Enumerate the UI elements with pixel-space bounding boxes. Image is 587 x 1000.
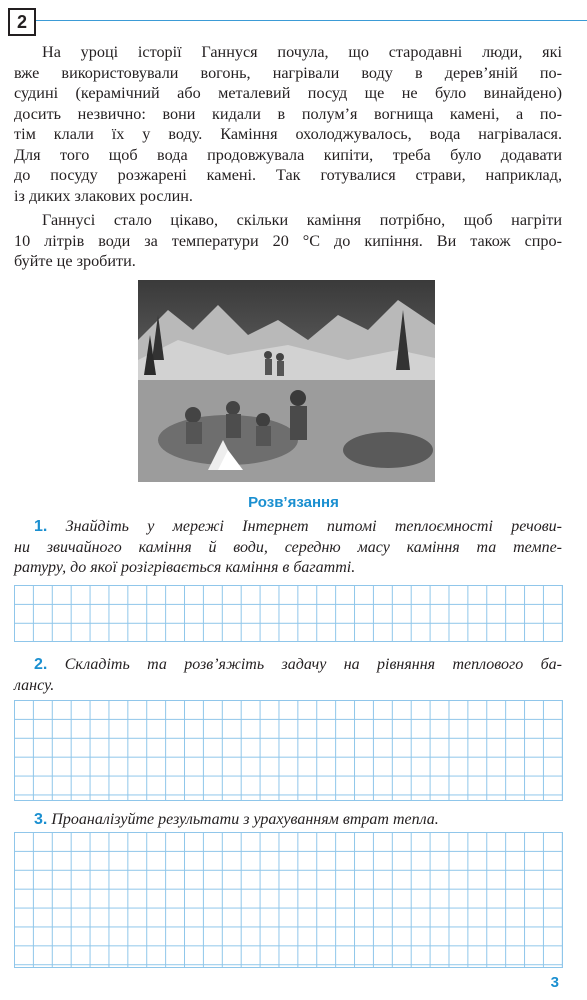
task-1-number: 1. xyxy=(34,518,48,535)
task-1-line: ни звичайного каміння й води, середню масу каміння та темпе- xyxy=(14,538,562,556)
solution-heading: Розв’язання xyxy=(248,494,339,511)
task-3 xyxy=(14,810,562,831)
task-3-line: Проаналізуйте результати з урахуванням втрат тепла. xyxy=(51,811,439,828)
task-3-number: 3. xyxy=(34,811,48,828)
header-rule xyxy=(36,20,587,21)
intro-line: із диких злакових рослин. xyxy=(14,186,193,205)
task-1-line: ратуру, до якої розігрівається каміння в багатті. xyxy=(14,559,356,576)
question-paragraph xyxy=(14,210,562,272)
task-1-line: Знайдіть у мережі Інтернет питомі теплоємності речови- xyxy=(65,518,563,535)
task-2 xyxy=(14,655,562,696)
question-line: Ганнусі стало цікаво, скільки каміння потрібно, щоб нагріти xyxy=(42,211,562,229)
answer-grid-1[interactable] xyxy=(14,585,563,642)
page-number: 3 xyxy=(550,974,559,991)
answer-grid-2[interactable] xyxy=(14,700,563,801)
task-number-box xyxy=(8,8,36,36)
task-2-line: Складіть та розв’яжіть задачу на рівняння теплового ба- xyxy=(64,656,563,673)
intro-line: до посуду розжарені камені. Так готувалися страви, наприклад, xyxy=(14,166,562,184)
intro-line: На уроці історії Ганнуся почула, що стародавні люди, які xyxy=(42,43,562,61)
task-1 xyxy=(14,517,562,579)
answer-grid-3[interactable] xyxy=(14,832,563,968)
task-number: 2 xyxy=(16,11,27,32)
intro-line: досить незвично: вони кидали в полум’я вогнища камені, а по- xyxy=(14,104,562,123)
prehistoric-campfire-illustration xyxy=(138,280,435,482)
question-line: буйте це зробити. xyxy=(14,252,136,270)
task-2-line: лансу. xyxy=(14,676,55,694)
question-line: 10 літрів води за температури 20 °C до кипіння. Ви також спро- xyxy=(14,231,562,250)
task-2-number: 2. xyxy=(34,656,48,673)
intro-line: вже використовували вогонь, нагрівали воду в дерев’яній по- xyxy=(14,63,562,82)
intro-line: Для того щоб вода продовжувала кипіти, треба було додавати xyxy=(14,145,562,164)
intro-line: судині (керамічний або металевий посуд ще не було винайдено) xyxy=(14,84,562,102)
intro-line: тім клали їх у воду. Каміння охолоджувалось, вода нагрівалася. xyxy=(14,125,562,143)
intro-paragraph xyxy=(14,42,562,206)
